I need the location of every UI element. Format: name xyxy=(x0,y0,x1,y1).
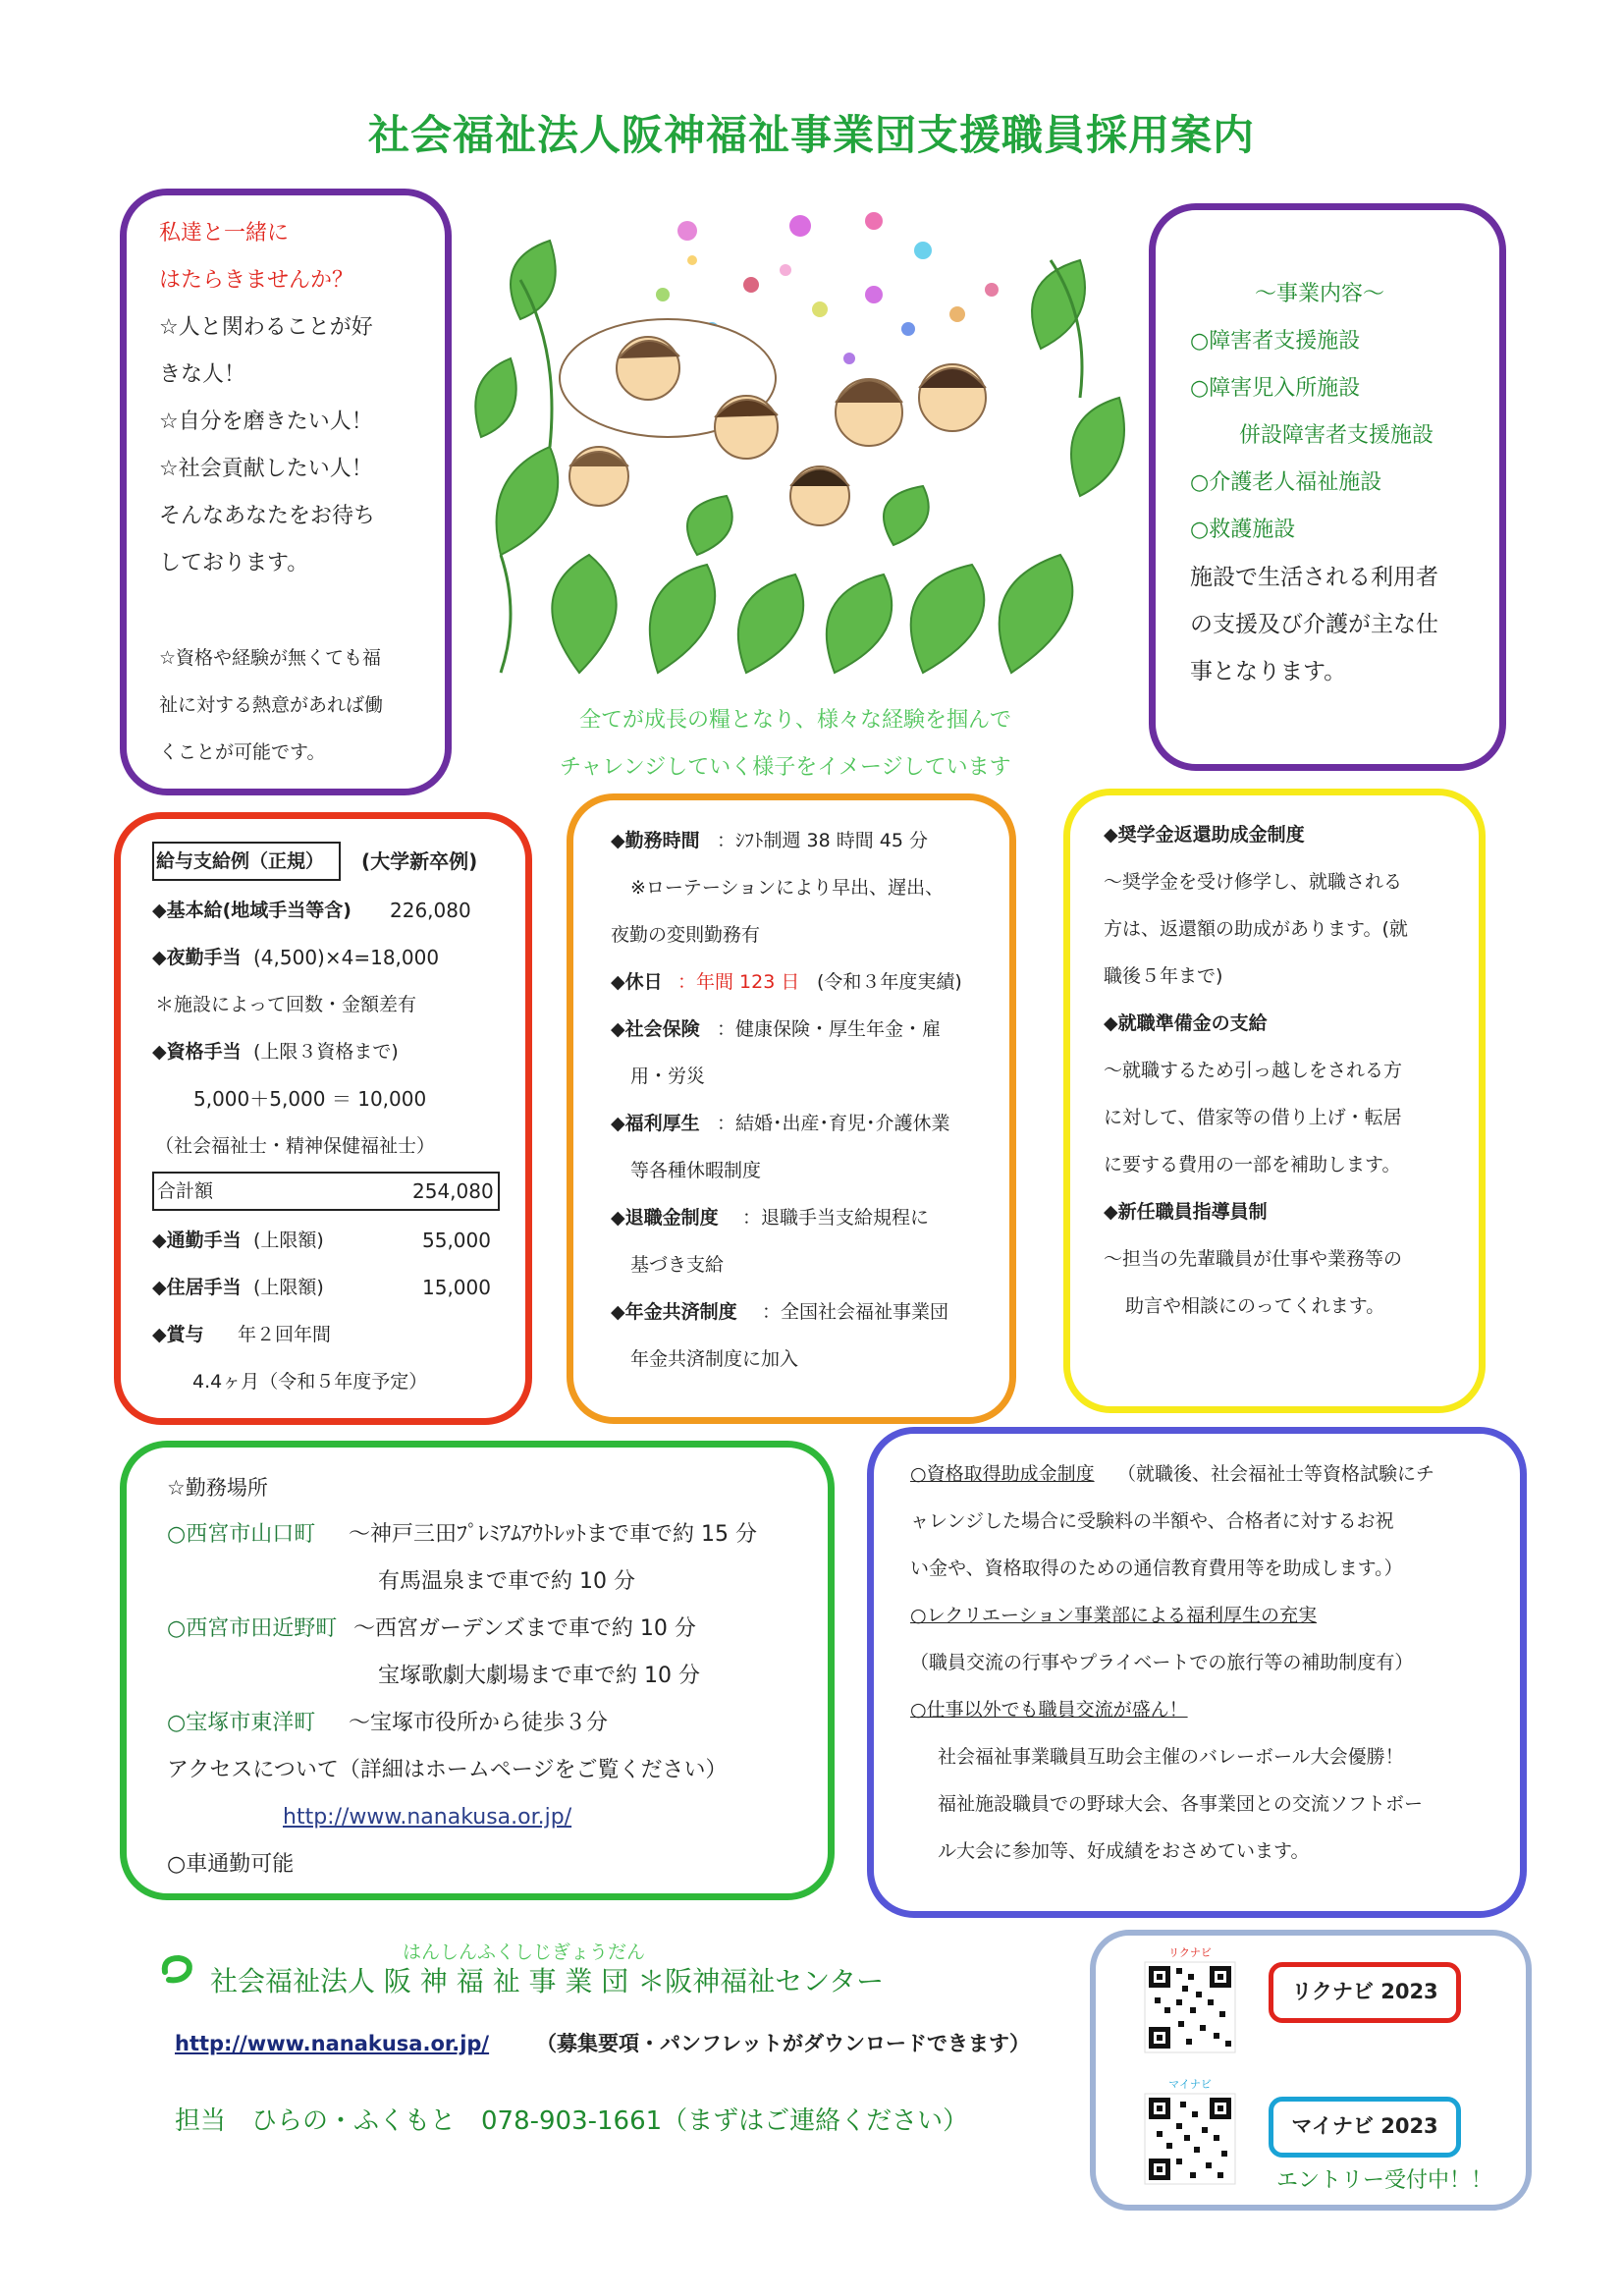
pension-label: ◆年金共済制度 xyxy=(611,1301,737,1323)
car-commute: ○車通勤可能 xyxy=(167,1852,295,1877)
org-ruby: はんしんふくしじぎょうだん xyxy=(403,1941,646,1963)
mynavi-qr-frame xyxy=(1127,2074,1253,2200)
intro-line: しております。 xyxy=(159,551,309,575)
mynavi-border-text: マイナビ xyxy=(1168,2078,1212,2091)
salary-bonus-label: ◆賞与 xyxy=(152,1324,204,1345)
location-name: ○西宮市山口町 xyxy=(167,1522,316,1547)
hours-value: ：ｼﾌﾄ制週 38 時間 45 分 xyxy=(717,830,929,851)
salary-bonus-note: 4.4ヶ月（令和５年度予定） xyxy=(192,1371,428,1393)
illustration-caption: 全てが成長の糧となり、様々な経験を掴んで xyxy=(579,708,1012,733)
intro-line: そんなあなたをお待ち xyxy=(159,504,376,528)
salary-qual-label: ◆資格手当 xyxy=(152,1041,242,1063)
rikunabi-button[interactable]: リクナビ 2023 xyxy=(1269,1962,1461,2023)
pension-value: ：全国社会福祉事業団 xyxy=(762,1301,949,1323)
entry-note: エントリー受付中！！ xyxy=(1276,2168,1493,2193)
retire-label: ◆退職金制度 xyxy=(611,1207,719,1229)
illustration xyxy=(461,201,1129,683)
intro-line: きな人！ xyxy=(159,362,246,387)
benefit-title: ○資格取得助成金制度 xyxy=(910,1463,1095,1485)
pension-value: 年金共済制度に加入 xyxy=(630,1348,799,1370)
intro-note: 祉に対する熱意があれば働 xyxy=(159,694,384,716)
support-heading: ◆就職準備金の支給 xyxy=(1104,1012,1268,1034)
retire-value: ：退職手当支給規程に xyxy=(742,1207,930,1229)
salary-bonus-value: 年２回年間 xyxy=(238,1324,332,1345)
business-desc: 施設で生活される利用者 xyxy=(1190,565,1438,590)
org-logo-icon xyxy=(159,1952,198,1988)
welfare-label: ◆福利厚生 xyxy=(611,1113,700,1134)
intro-line: はたらきませんか？ xyxy=(159,268,354,293)
illustration-caption: チャレンジしていく様子をイメージしています xyxy=(560,755,1011,780)
location-detail: 宝塚歌劇大劇場まで車で約 10 分 xyxy=(378,1664,700,1688)
business-item: ○障害者支援施設 xyxy=(1190,329,1361,354)
access-note: アクセスについて（詳細はホームページをご覧ください） xyxy=(167,1758,728,1782)
holiday-note: (令和３年度実績) xyxy=(817,971,962,993)
support-line: に要する費用の一部を補助します。 xyxy=(1104,1154,1401,1175)
salary-housing-sub: (上限額) xyxy=(253,1277,324,1298)
support-line: ～担当の先輩職員が仕事や業務等の xyxy=(1104,1248,1403,1270)
insurance-value: 用・労災 xyxy=(630,1066,706,1087)
location-detail: 有馬温泉まで車で約 10 分 xyxy=(378,1569,635,1594)
page-title: 社会福祉法人阪神福祉事業団支援職員採用案内 xyxy=(367,111,1255,159)
org-name: 社会福祉法人 阪 神 福 祉 事 業 団 ＊阪神福祉センター xyxy=(210,1965,885,1997)
salary-commute-label: ◆通勤手当 xyxy=(152,1230,242,1251)
business-item: 併設障害者支援施設 xyxy=(1239,423,1434,448)
rikunabi-border-text: リクナビ xyxy=(1168,1946,1212,1959)
salary-night-label: ◆夜勤手当 xyxy=(152,947,242,968)
business-heading: ～事業内容～ xyxy=(1255,282,1385,306)
leaves xyxy=(475,241,1124,673)
location-name: ○西宮市田近野町 xyxy=(167,1616,338,1641)
insurance-value: ：健康保険・厚生年金・雇 xyxy=(717,1018,942,1040)
footer-url-link[interactable]: http://www.nanakusa.or.jp/ xyxy=(175,2032,490,2055)
salary-housing-value: 15,000 xyxy=(422,1276,491,1299)
retire-value: 基づき支給 xyxy=(630,1254,725,1276)
insurance-label: ◆社会保険 xyxy=(611,1018,700,1040)
holiday-value: ：年間 123 日 xyxy=(677,971,800,993)
hours-note: ※ローテーションにより早出、遅出、 xyxy=(630,877,945,899)
benefit-line: ル大会に参加等、好成績をおさめています。 xyxy=(938,1840,1310,1862)
mynavi-button[interactable]: マイナビ 2023 xyxy=(1269,2097,1461,2158)
benefit-line: い金や、資格取得のための通信教育費用等を助成します。） xyxy=(910,1558,1403,1579)
business-item: ○救護施設 xyxy=(1190,518,1296,542)
business-desc: 事となります。 xyxy=(1190,659,1347,684)
intro-note: ☆資格や経験が無くても福 xyxy=(159,647,382,669)
footer-url-note: （募集要項・パンフレットがダウンロードできます） xyxy=(536,2032,1030,2055)
support-line: 方は、返還額の助成があります。(就 xyxy=(1104,918,1408,940)
support-line: ～奨学金を受け修学し、就職される xyxy=(1104,871,1403,893)
contact-line: 担当 ひらの・ふくもと 078-903-1661（まずはご連絡ください） xyxy=(175,2106,969,2136)
location-detail: ～神戸三田ﾌﾟﾚﾐｱﾑｱｳﾄﾚｯﾄまで車で約 15 分 xyxy=(349,1522,757,1547)
location-detail: ～西宮ガーデンズまで車で約 10 分 xyxy=(353,1616,696,1641)
business-item: ○介護老人福祉施設 xyxy=(1190,470,1382,495)
support-line: 職後５年まで) xyxy=(1104,965,1223,987)
benefit-title: ○レクリエーション事業部による福利厚生の充実 xyxy=(910,1605,1318,1626)
salary-housing-label: ◆住居手当 xyxy=(152,1277,242,1298)
location-detail: ～宝塚市役所から徒歩３分 xyxy=(349,1711,609,1735)
hours-note: 夜勤の変則勤務有 xyxy=(611,924,761,946)
support-line: ～就職するため引っ越しをされる方 xyxy=(1104,1060,1403,1081)
benefit-line: 社会福祉事業職員互助会主催のバレーボール大会優勝！ xyxy=(938,1746,1404,1768)
support-heading: ◆奨学金返還助成金制度 xyxy=(1104,824,1305,846)
location-heading: ☆勤務場所 xyxy=(167,1476,268,1500)
welfare-value: ：結婚･出産･育児･介護休業 xyxy=(717,1113,950,1134)
salary-qual-value: (上限３資格まで) xyxy=(253,1041,399,1063)
benefit-line: （職員交流の行事やプライベートでの旅行等の補助制度有） xyxy=(910,1652,1414,1673)
salary-commute-sub: (上限額) xyxy=(253,1230,324,1251)
salary-total-label: 合計額 xyxy=(157,1180,214,1202)
salary-night-value: (4,500)×4=18,000 xyxy=(253,946,440,969)
salary-qual-calc: 5,000＋5,000 ＝ 10,000 xyxy=(193,1087,427,1111)
salary-base-label: ◆基本給(地域手当等含) xyxy=(152,900,352,921)
intro-line: ☆人と関わることが好 xyxy=(159,315,373,340)
intro-line: ☆自分を磨きたい人！ xyxy=(159,410,373,434)
support-heading: ◆新任職員指導員制 xyxy=(1104,1201,1268,1223)
support-line: 助言や相談にのってくれます。 xyxy=(1125,1295,1385,1317)
intro-note: くことが可能です。 xyxy=(159,741,326,763)
salary-base-value: 226,080 xyxy=(390,899,471,922)
salary-total-value: 254,080 xyxy=(412,1179,494,1203)
benefit-line: 福祉施設職員での野球大会、各事業団との交流ソフトボー xyxy=(938,1793,1424,1815)
salary-header-2: (大学新卒例) xyxy=(361,849,478,873)
salary-night-note: ＊施設によって回数・金額差有 xyxy=(155,994,417,1015)
benefit-line: ャレンジした場合に受験料の半額や、合格者に対するお祝 xyxy=(910,1510,1394,1532)
salary-header: 給与支給例（正規） xyxy=(156,850,325,872)
welfare-value: 等各種休暇制度 xyxy=(630,1160,762,1181)
business-desc: の支援及び介護が主な仕 xyxy=(1190,612,1438,637)
salary-commute-value: 55,000 xyxy=(422,1229,491,1252)
hours-label: ◆勤務時間 xyxy=(611,830,700,851)
location-name: ○宝塚市東洋町 xyxy=(167,1711,316,1735)
business-item: ○障害児入所施設 xyxy=(1190,376,1361,401)
holiday-label: ◆休日 xyxy=(611,971,663,993)
benefit-title: ○仕事以外でも職員交流が盛ん！ xyxy=(910,1699,1188,1721)
support-line: に対して、借家等の借り上げ・転居 xyxy=(1104,1107,1402,1128)
rikunabi-qr-frame xyxy=(1127,1942,1253,2068)
salary-qual-names: （社会福祉士・精神保健福祉士） xyxy=(155,1135,436,1157)
benefit-line: （就職後、社会福祉士等資格試験にチ xyxy=(1117,1463,1435,1485)
intro-line: 私達と一緒に xyxy=(159,221,290,246)
intro-line: ☆社会貢献したい人！ xyxy=(159,457,373,481)
homepage-link[interactable]: http://www.nanakusa.or.jp/ xyxy=(283,1805,572,1830)
